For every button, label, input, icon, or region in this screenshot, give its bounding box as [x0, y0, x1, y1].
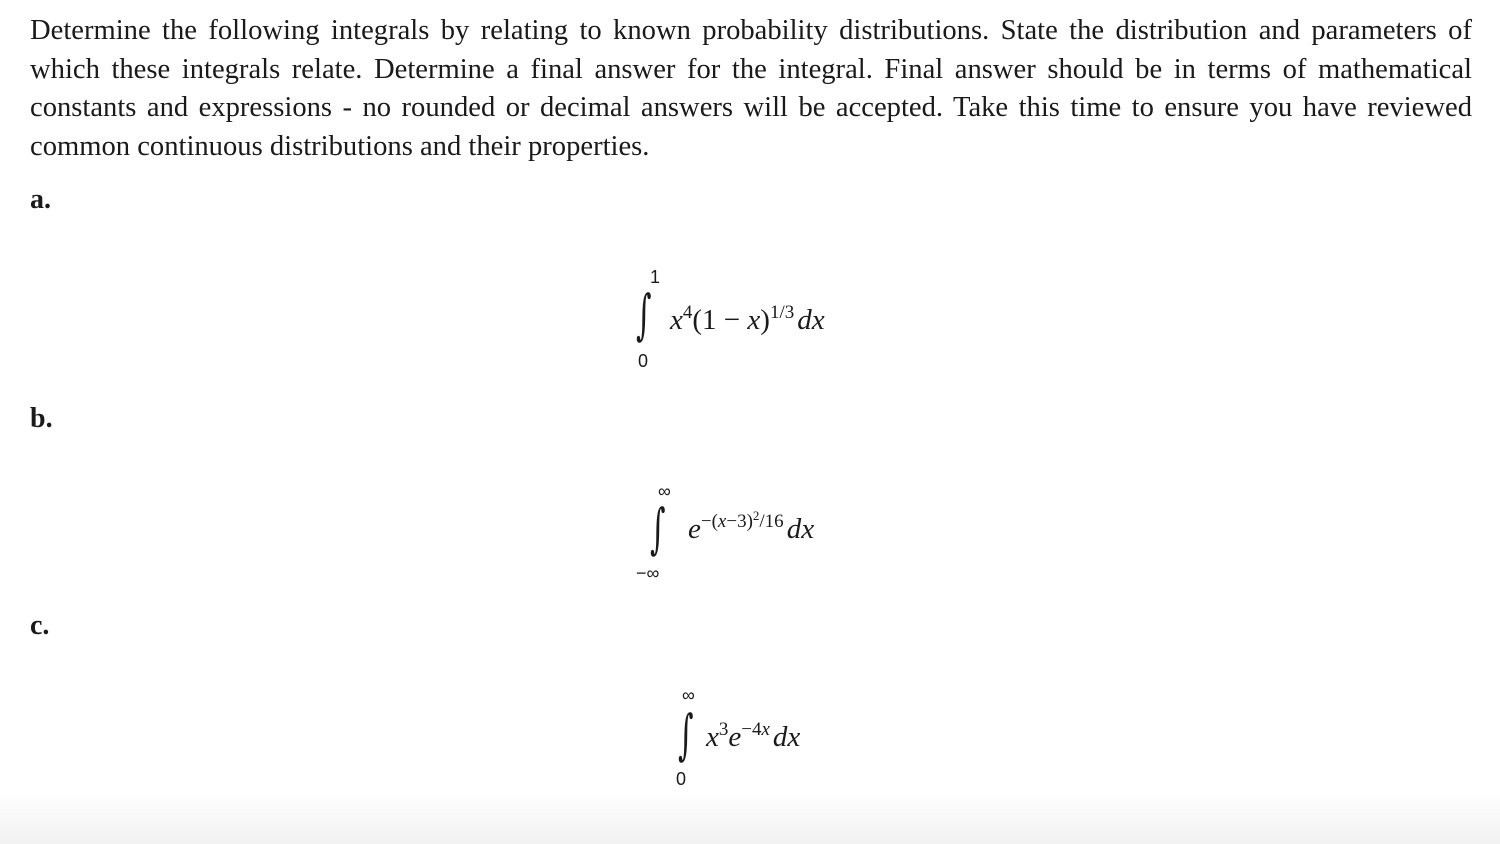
- integral-sign-icon: ∫: [636, 283, 652, 346]
- part-a-label: a.: [30, 184, 51, 215]
- instructions-paragraph: Determine the following integrals by relating to known probability distributions. State the distribution and parameters of which these integrals relate. Determine a final answer for the integral. Final answer should be in terms of mathematical constants and expressions - no rounded or decimal answers will be accepted. Take this time to ensure you have reviewed common continuous distributions and their properties.: [30, 15, 1472, 162]
- lower-limit: −∞: [636, 563, 660, 583]
- bottom-shadow: [0, 790, 1500, 844]
- integrand: $e^{-(x-3)^2/16}$ dx: [688, 508, 815, 545]
- part-c-label: c.: [30, 610, 50, 641]
- upper-limit: ∞: [658, 481, 671, 501]
- upper-limit: ∞: [682, 685, 695, 705]
- upper-limit: 1: [650, 267, 661, 287]
- integral-sign-icon: ∫: [678, 703, 694, 766]
- integrand: $x^3e^{-4x}$ dx: [706, 719, 801, 753]
- lower-limit: 0: [638, 351, 649, 371]
- part-b-label: b.: [30, 403, 53, 434]
- integrand: $x^4(1 - x)^{1/3}$ dx: [670, 302, 825, 336]
- integral-c: [676, 686, 876, 796]
- integral-b: [634, 482, 884, 592]
- lower-limit: 0: [676, 769, 687, 789]
- integral-a: [634, 266, 874, 376]
- integral-sign-icon: ∫: [650, 497, 666, 560]
